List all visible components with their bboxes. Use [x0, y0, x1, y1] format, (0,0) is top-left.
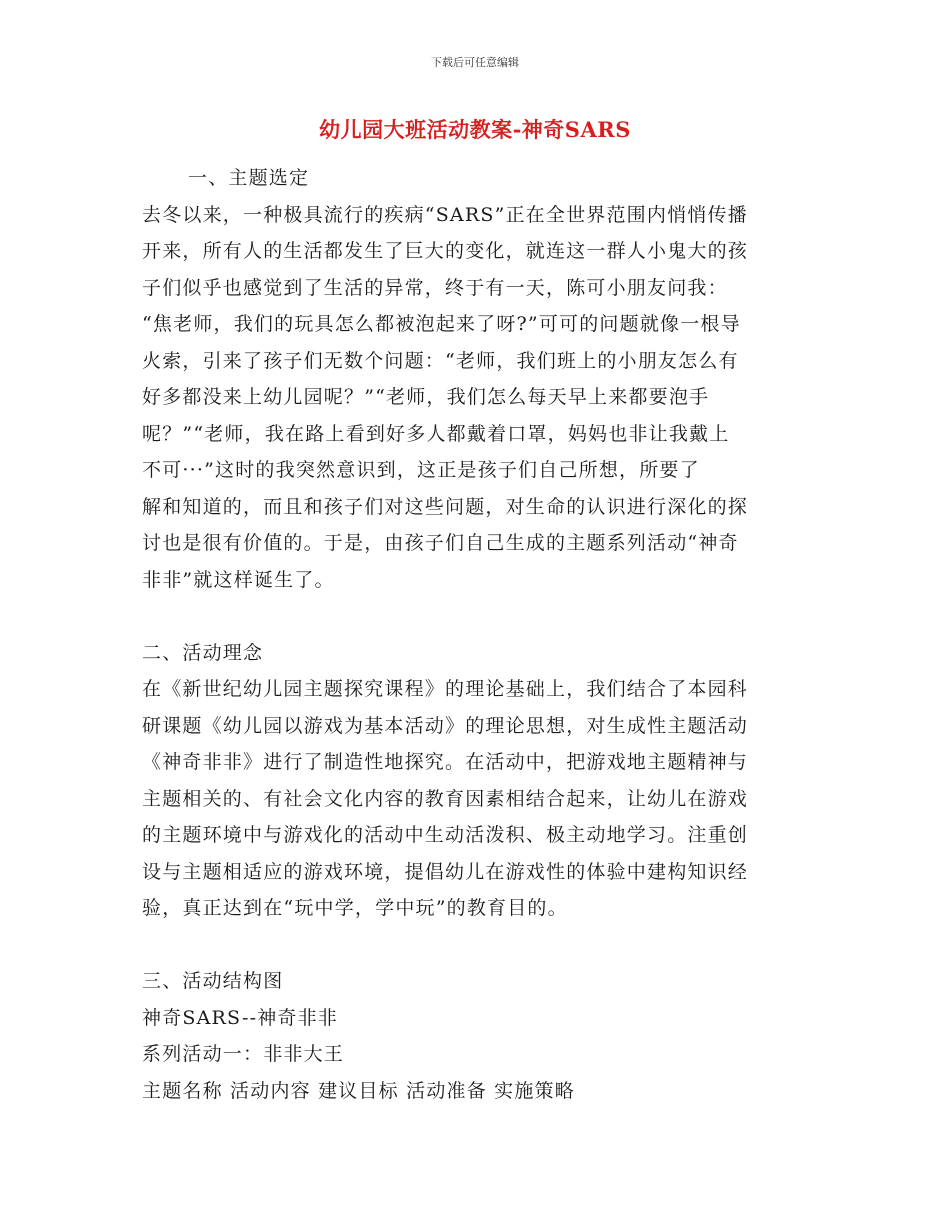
paragraph-line: 《神奇非非》进行了制造性地探究。在活动中，把游戏地主题精神与 [142, 751, 749, 773]
paragraph-line: 呢？”“老师，我在路上看到好多人都戴着口罩，妈妈也非让我戴上 [142, 422, 730, 445]
paragraph-line: 非非”就这样诞生了。 [142, 568, 335, 591]
paragraph-line: 主题名称 活动内容 建议目标 活动准备 实施策略 [142, 1079, 575, 1102]
paragraph-line: 解和知道的，而且和孩子们对这些问题，对生命的认识进行深化的探 [142, 495, 749, 518]
paragraph-line: 神奇SARS--神奇非非 [142, 1006, 338, 1029]
paragraph-line: “焦老师，我们的玩具怎么都被泡起来了呀?”可可的问题就像一根导 [142, 313, 741, 335]
paragraph-spacer [142, 927, 812, 964]
paragraph-line: 讨也是很有价值的。于是，由孩子们自己生成的主题系列活动“神奇 [142, 532, 739, 554]
paragraph-line: 的主题环境中与游戏化的活动中生动活泼积、极主动地学习。注重创 [142, 824, 749, 846]
paragraph-line: 开来，所有人的生活都发生了巨大的变化，就连这一群人小鬼大的孩 [142, 240, 749, 262]
paragraph-line: 系列活动一：非非大王 [142, 1043, 345, 1065]
paragraph-line: 设与主题相适应的游戏环境，提倡幼儿在游戏性的体验中建构知识经 [142, 860, 749, 883]
document-title: 幼儿园大班活动教案-神奇SARS [319, 117, 631, 142]
paragraph-spacer [142, 598, 812, 635]
paragraph-line: 主题相关的、有社会文化内容的教育因素相结合起来，让幼儿在游戏 [142, 787, 749, 810]
document-body [142, 160, 812, 1109]
paragraph-line: 不可···”这时的我突然意识到，这正是孩子们自己所想，所要了 [142, 459, 700, 481]
section-heading: 三、活动结构图 [142, 970, 284, 992]
section-heading: 一、主题选定 [188, 167, 310, 189]
paragraph-line: 在《新世纪幼儿园主题探究课程》的理论基础上，我们结合了本园科 [142, 678, 749, 700]
paragraph-line: 去冬以来，一种极具流行的疾病“SARS”正在全世界范围内悄悄传播 [142, 203, 748, 226]
paragraph-line: 验，真正达到在“玩中学，学中玩”的教育目的。 [142, 897, 568, 919]
header-note: 下载后可任意编辑 [431, 56, 519, 69]
paragraph-line: 好多都没来上幼儿园呢？”“老师，我们怎么每天早上来都要泡手 [142, 386, 710, 408]
paragraph-line: 子们似乎也感觉到了生活的异常，终于有一天，陈可小朋友问我： [142, 276, 728, 299]
paragraph-line: 火索，引来了孩子们无数个问题：“老师，我们班上的小朋友怎么有 [142, 349, 739, 372]
paragraph-line: 研课题《幼儿园以游戏为基本活动》的理论思想，对生成性主题活动 [142, 714, 749, 737]
section-heading: 二、活动理念 [142, 641, 264, 664]
